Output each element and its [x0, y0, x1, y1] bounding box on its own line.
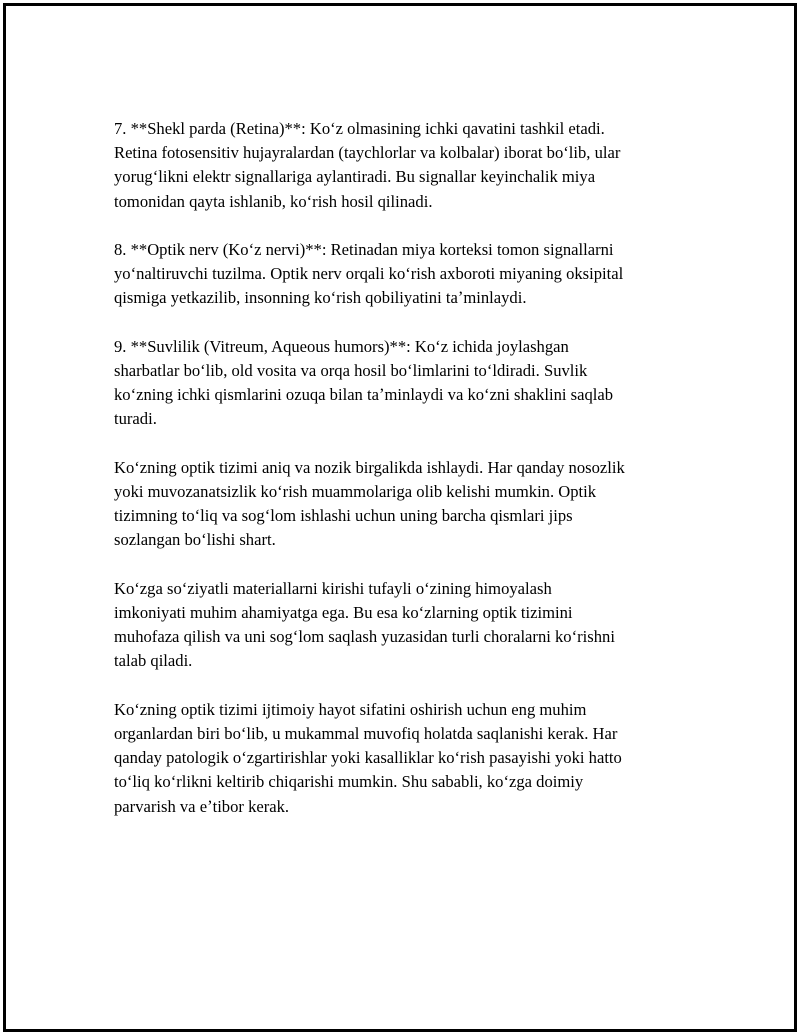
text-line: 9. **Suvlilik (Vitreum, Aqueous humors)**: Koʻz ichida joylashgan [114, 336, 569, 356]
text-line: Koʻzning optik tizimi ijtimoiy hayot sifatini oshirish uchun eng muhim [114, 699, 587, 719]
paragraph-retina [114, 117, 694, 214]
text-line: sozlangan boʻlishi shart. [114, 530, 276, 550]
text-line: Retina fotosensitiv hujayralardan (taychlorlar va kolbalar) iborat boʻlib, ular [114, 143, 621, 163]
text-line: Koʻzga soʻziyatli materiallarni kirishi tufayli oʻzining himoyalash [114, 578, 552, 598]
text-line: muhofaza qilish va uni sogʻlom saqlash yuzasidan turli choralarni koʻrishni [114, 627, 615, 647]
paragraph-optic-nerve [114, 238, 694, 311]
paragraph-humors [114, 335, 694, 432]
document-body [114, 117, 694, 843]
text-line: koʻzning ichki qismlarini ozuqa bilan taʼminlaydi va koʻzni shaklini saqlab [114, 385, 614, 405]
paragraph-protection [114, 577, 694, 674]
text-line: qismiga yetkazilib, insonning koʻrish qobiliyatini taʼminlaydi. [114, 288, 527, 308]
text-line: yoʻnaltiruvchi tuzilma. Optik nerv orqali koʻrish axboroti miyaning oksipital [114, 264, 624, 284]
paragraph-optical-system [114, 456, 694, 553]
text-line: yoki muvozanatsizlik koʻrish muammolariga olib kelishi mumkin. Optik [114, 482, 597, 501]
text-line: toʻliq koʻrlikni keltirib chiqarishi mumkin. Shu sababli, koʻzga doimiy [114, 772, 584, 792]
text-line: 8. **Optik nerv (Koʻz nervi)**: Retinadan miya korteksi tomon signallarni [114, 240, 614, 259]
text-line: tizimning toʻliq va sogʻlom ishlashi uchun uning barcha qismlari jips [114, 506, 573, 526]
paragraph-conclusion [114, 698, 694, 819]
text-line: sharbatlar boʻlib, old vosita va orqa hosil boʻlimlarini toʻldiradi. Suvlik [114, 361, 588, 380]
text-line: tomonidan qayta ishlanib, koʻrish hosil qilinadi. [114, 191, 433, 211]
text-line: Koʻzning optik tizimi aniq va nozik birgalikda ishlaydi. Har qanday nosozlik [114, 457, 625, 477]
text-line: qanday patologik oʻzgartirishlar yoki kasalliklar koʻrish pasayishi yoki hatto [114, 748, 622, 768]
text-line: imkoniyati muhim ahamiyatga ega. Bu esa koʻzlarning optik tizimini [114, 603, 573, 622]
text-line: turadi. [114, 409, 157, 429]
text-line: yorugʻlikni elektr signallariga aylantiradi. Bu signallar keyinchalik miya [114, 167, 596, 187]
text-line: 7. **Shekl parda (Retina)**: Koʻz olmasining ichki qavatini tashkil etadi. [114, 119, 605, 138]
text-line: parvarish va eʼtibor kerak. [114, 796, 290, 816]
text-line: talab qiladi. [114, 651, 193, 671]
text-line: organlardan biri boʻlib, u mukammal muvofiq holatda saqlanishi kerak. Har [114, 724, 618, 743]
